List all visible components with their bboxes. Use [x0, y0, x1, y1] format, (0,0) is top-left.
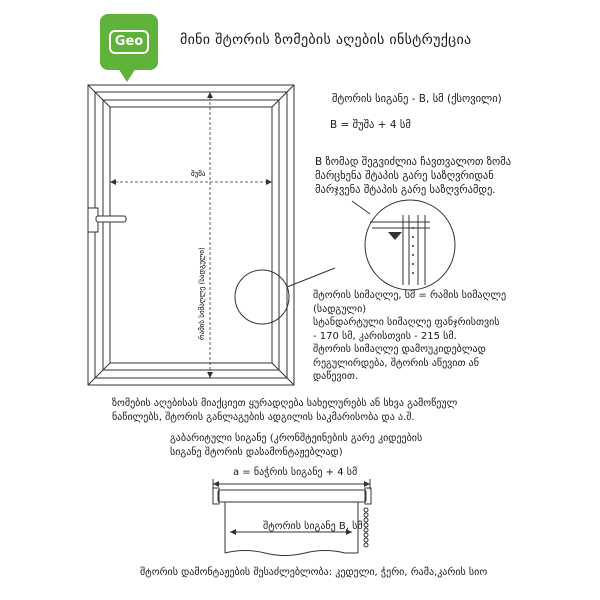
height-note-line-5: შტორის სიმაღლე დამოუკიდებლად — [313, 344, 486, 355]
window-sash — [103, 100, 279, 370]
height-note-line-3: სტანდარტული სიმაღლე ფანჯრისთვის — [313, 317, 500, 328]
window-inner-frame — [95, 92, 287, 378]
note-arrow — [352, 201, 370, 214]
frame-height-label: რამის სიმაღლე (სადგული) — [198, 247, 206, 340]
roller-blind-diagram — [213, 479, 371, 556]
window-glass — [110, 107, 272, 363]
mounting-note: შტორის დამონტაჟების შესაძლებლობა: კედელი, ჭერი, რამა,კარის სიო — [140, 567, 488, 578]
glass-label: შუშა — [191, 170, 206, 178]
height-note-line-1: შტორის სიმაღლე, სმ = რამის სიმაღლე — [313, 290, 507, 301]
width-formula: B = შუშა + 4 სმ — [330, 119, 411, 131]
bead-chain — [364, 508, 368, 547]
window-handle — [88, 208, 126, 232]
handles-note-line-2: ნაწილებს, შტორის განლაგების ადგილის საკმარისობა და ა.შ. — [112, 411, 415, 423]
logo-text: Geo — [109, 30, 149, 54]
overall-width-note-line-2: სიგანე შტორის დასამონტაჟებლად) — [170, 446, 343, 458]
detail-circle-small — [235, 270, 289, 324]
handles-note — [112, 397, 457, 424]
width-note: B ზომად შეგვიძლია ჩავთვალოთ ზომა მარცხენა შტაპის გარე საზღვრიდან მარჯვენა შტაპის გარე საზღვრამდე. — [315, 156, 512, 196]
overall-width-note — [170, 432, 422, 459]
overall-width-label: a = ნაჭრის სიგანე + 4 სმ — [233, 467, 358, 478]
detail-circle-large — [365, 200, 455, 290]
height-note — [313, 289, 506, 384]
window-outer-frame — [88, 85, 294, 385]
height-note-line-4: - 170 სმ, კარისთვის - 215 სმ. — [313, 330, 457, 342]
overall-width-note-line-1: გაბარიტული სიგანე (კრონშტეინების გარე კიდეების — [170, 433, 423, 444]
width-definition: შტორის სიგანე - B, სმ (ქსოვილი) — [332, 93, 502, 105]
handles-note-line-1: ზომების აღებისას მიაქციეთ ყურადღება სახელურებს ან სხვა გამოწეულ — [112, 398, 458, 409]
fabric-width-label: შტორის სიგანე B, სმ — [263, 521, 363, 532]
page-title: მინი შტორის ზომების აღების ინსტრუქცია — [180, 32, 472, 48]
height-note-line-7: დაწევით. — [313, 371, 358, 382]
height-note-line-6: რეგულირდება, შტორის აწევით ან — [313, 357, 479, 369]
height-note-line-2: (სადგული) — [313, 303, 367, 315]
